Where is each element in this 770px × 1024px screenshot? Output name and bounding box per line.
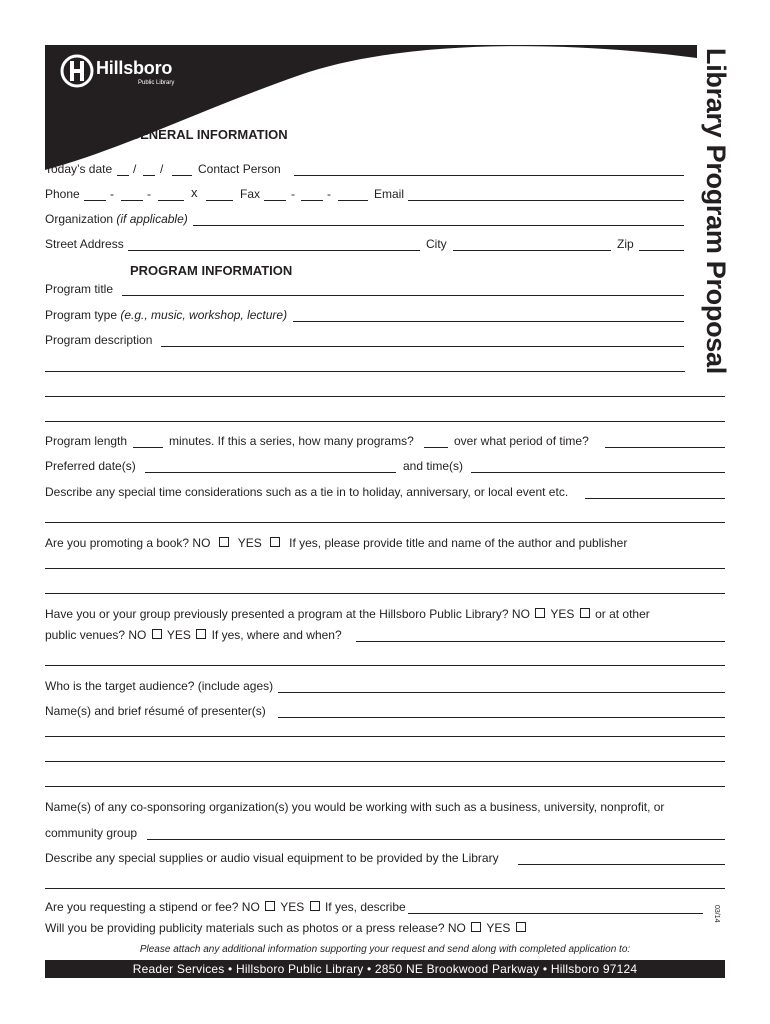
stipend-describe-label: If yes, describe xyxy=(324,900,406,914)
contact-person-field[interactable] xyxy=(294,175,684,176)
cosponsor-label: Name(s) of any co-sponsoring organization(s) you would be working with such as a business, university, nonprofit, or xyxy=(45,800,665,814)
fax-line-field[interactable] xyxy=(338,200,368,201)
phone-prefix-field[interactable] xyxy=(121,200,143,201)
phone-area-field[interactable] xyxy=(84,200,106,201)
previous-question-text: Have you or your group previously presented a program at the Hillsboro Public Library? NO xyxy=(45,607,530,621)
series-question-label: minutes. If this a series, how many programs? xyxy=(169,434,414,448)
program-description-field[interactable] xyxy=(161,346,684,347)
program-heading: PROGRAM INFORMATION xyxy=(130,263,293,278)
book-details-line-2[interactable] xyxy=(45,593,725,594)
program-type-text: Program type xyxy=(45,308,118,322)
book-yes-label: YES xyxy=(237,536,262,550)
where-when-label: If yes, where and when? xyxy=(211,628,342,642)
stipend-question-text: Are you requesting a stipend or fee? NO xyxy=(45,900,260,914)
stipend-question xyxy=(45,900,406,914)
if-applicable-note: (if applicable) xyxy=(116,212,188,226)
publicity-no-checkbox[interactable] xyxy=(471,922,481,932)
stipend-yes-label: YES xyxy=(280,900,305,914)
program-type-hint: (e.g., music, workshop, lecture) xyxy=(120,308,288,322)
other-venues-text: or at other xyxy=(595,607,650,621)
date-month-field[interactable] xyxy=(117,175,129,176)
date-day-field[interactable] xyxy=(143,175,155,176)
supplies-label: Describe any special supplies or audio visual equipment to be provided by the Library xyxy=(45,851,499,865)
program-description-line-3[interactable] xyxy=(45,396,725,397)
previous-no-checkbox[interactable] xyxy=(535,608,545,618)
venues-yes-label: YES xyxy=(166,628,191,642)
program-proposal-form: Hillsboro Public Library Library Program Proposal GENERAL INFORMATION Today’s date / / Contact Person Phone - - x Fax - - Email Organization (if applicable) Street Address City Zip PROGRAM INFORMATION Program title Program type (e.g., music, workshop, lecture) Program description Program length minutes. If this a series, how many programs? over what period of time? Preferred date(s) and time(s) Describe any special time considerations such as a tie in to holiday, anniversary, or local event etc. Are you promoting a book? NO YES If yes, please provide title and name of the author and publisher Have you or your group previously presented a program at the Hillsboro Public Library? NO YES or at other public venues? NO YES If yes, where and when? Who is the target audience? (include ages) Name(s) and brief résumé of presenter(s) Name(s) of any co-sponsoring organization(s) you would be working with such as a business, university, nonprofit, or community group Describe any special supplies or audio visual equipment to be provided by the Library Are you requesting a stipend or fee? NO YES If yes, describe Will you be providing publicity materials such as photos or a press release? NO YES 03/14 Please attach any additional information supporting your request and send along with completed application to: Reader Services • Hillsboro Public Library • 2850 NE Brookwood Parkway • Hillsboro 97124 xyxy=(0,0,770,1024)
email-label: Email xyxy=(374,187,405,201)
presenter-line-3[interactable] xyxy=(45,761,725,762)
stipend-yes-checkbox[interactable] xyxy=(310,901,320,911)
form-title xyxy=(697,48,731,374)
program-description-line-4[interactable] xyxy=(45,421,725,422)
fax-label: Fax xyxy=(240,187,261,201)
phone-label: Phone xyxy=(45,187,80,201)
form-title-text: Library Program Proposal xyxy=(701,48,731,374)
fax-area-field[interactable] xyxy=(264,200,286,201)
library-logo xyxy=(60,52,190,92)
special-time-field[interactable] xyxy=(585,498,725,499)
fax-prefix-field[interactable] xyxy=(301,200,323,201)
special-time-label: Describe any special time considerations such as a tie in to holiday, anniversary, or local event etc. xyxy=(45,485,569,499)
logo-name: Hillsboro xyxy=(96,58,173,78)
supplies-field[interactable] xyxy=(518,864,725,865)
book-question-text: Are you promoting a book? NO xyxy=(45,536,211,550)
form-code xyxy=(708,905,720,935)
publicity-yes-checkbox[interactable] xyxy=(516,922,526,932)
hillsboro-h-icon xyxy=(60,54,94,88)
times-label: and time(s) xyxy=(403,459,464,473)
book-details-line-1[interactable] xyxy=(45,568,725,569)
presenter-line-4[interactable] xyxy=(45,786,725,787)
date-year-field[interactable] xyxy=(172,175,192,176)
presenter-line-2[interactable] xyxy=(45,736,725,737)
organization-text: Organization xyxy=(45,212,114,226)
form-code-text: 03/14 xyxy=(713,905,720,923)
stipend-field[interactable] xyxy=(408,913,703,914)
audience-label: Who is the target audience? (include ages) xyxy=(45,679,274,693)
community-group-label: community group xyxy=(45,826,138,840)
program-title-field[interactable] xyxy=(122,295,684,296)
logo-subtitle: Public Library xyxy=(138,80,175,86)
public-venues-question xyxy=(45,628,342,642)
program-type-field[interactable] xyxy=(293,321,684,322)
street-address-field[interactable] xyxy=(128,250,420,251)
audience-field[interactable] xyxy=(278,692,725,693)
presenter-field[interactable] xyxy=(278,717,725,718)
footer-address-bar: Reader Services • Hillsboro Public Library • 2850 NE Brookwood Parkway • Hillsboro 97124 xyxy=(45,960,725,978)
public-venues-text: public venues? NO xyxy=(45,628,147,642)
preferred-dates-label: Preferred date(s) xyxy=(45,459,136,473)
program-description-line-2[interactable] xyxy=(45,371,685,372)
zip-field[interactable] xyxy=(639,250,684,251)
stipend-no-checkbox[interactable] xyxy=(265,901,275,911)
times-field[interactable] xyxy=(471,472,725,473)
cosponsor-field[interactable] xyxy=(147,839,725,840)
previous-yes-label: YES xyxy=(550,607,575,621)
street-address-label: Street Address xyxy=(45,237,124,251)
where-when-line-2[interactable] xyxy=(45,665,725,666)
supplies-line-2[interactable] xyxy=(45,888,725,889)
period-field[interactable] xyxy=(605,447,725,448)
program-length-field[interactable] xyxy=(133,447,163,448)
city-label: City xyxy=(426,237,447,251)
phone-line-field[interactable] xyxy=(158,200,184,201)
publicity-question-text: Will you be providing publicity materials such as photos or a press release? NO xyxy=(45,921,466,935)
where-when-field[interactable] xyxy=(356,641,725,642)
email-field[interactable] xyxy=(408,200,684,201)
previous-question xyxy=(45,607,650,621)
book-question xyxy=(45,536,627,550)
book-details-label: If yes, please provide title and name of the author and publisher xyxy=(289,536,628,550)
book-yes-checkbox[interactable] xyxy=(270,537,280,547)
program-title-label: Program title xyxy=(45,282,114,296)
today-date-label: Today’s date xyxy=(45,162,113,176)
zip-label: Zip xyxy=(617,237,634,251)
extension-label: x xyxy=(191,185,198,200)
city-field[interactable] xyxy=(453,250,611,251)
phone-ext-field[interactable] xyxy=(206,200,233,201)
contact-person-label: Contact Person xyxy=(198,162,281,176)
previous-yes-checkbox[interactable] xyxy=(580,608,590,618)
publicity-yes-label: YES xyxy=(486,921,511,935)
venues-yes-checkbox[interactable] xyxy=(196,629,206,639)
book-no-checkbox[interactable] xyxy=(219,537,229,547)
program-description-label: Program description xyxy=(45,333,153,347)
preferred-dates-field[interactable] xyxy=(145,472,396,473)
organization-label xyxy=(45,212,188,226)
attach-note: Please attach any additional information supporting your request and send along with completed application to: xyxy=(139,944,631,955)
series-count-field[interactable] xyxy=(424,447,448,448)
program-length-label: Program length xyxy=(45,434,128,448)
venues-no-checkbox[interactable] xyxy=(152,629,162,639)
special-time-line-2[interactable] xyxy=(45,522,725,523)
organization-field[interactable] xyxy=(193,225,684,226)
presenter-label: Name(s) and brief résumé of presenter(s) xyxy=(45,704,266,718)
period-label: over what period of time? xyxy=(454,434,589,448)
program-type-label xyxy=(45,308,287,322)
general-heading: GENERAL INFORMATION xyxy=(130,127,288,142)
publicity-question xyxy=(45,921,528,935)
